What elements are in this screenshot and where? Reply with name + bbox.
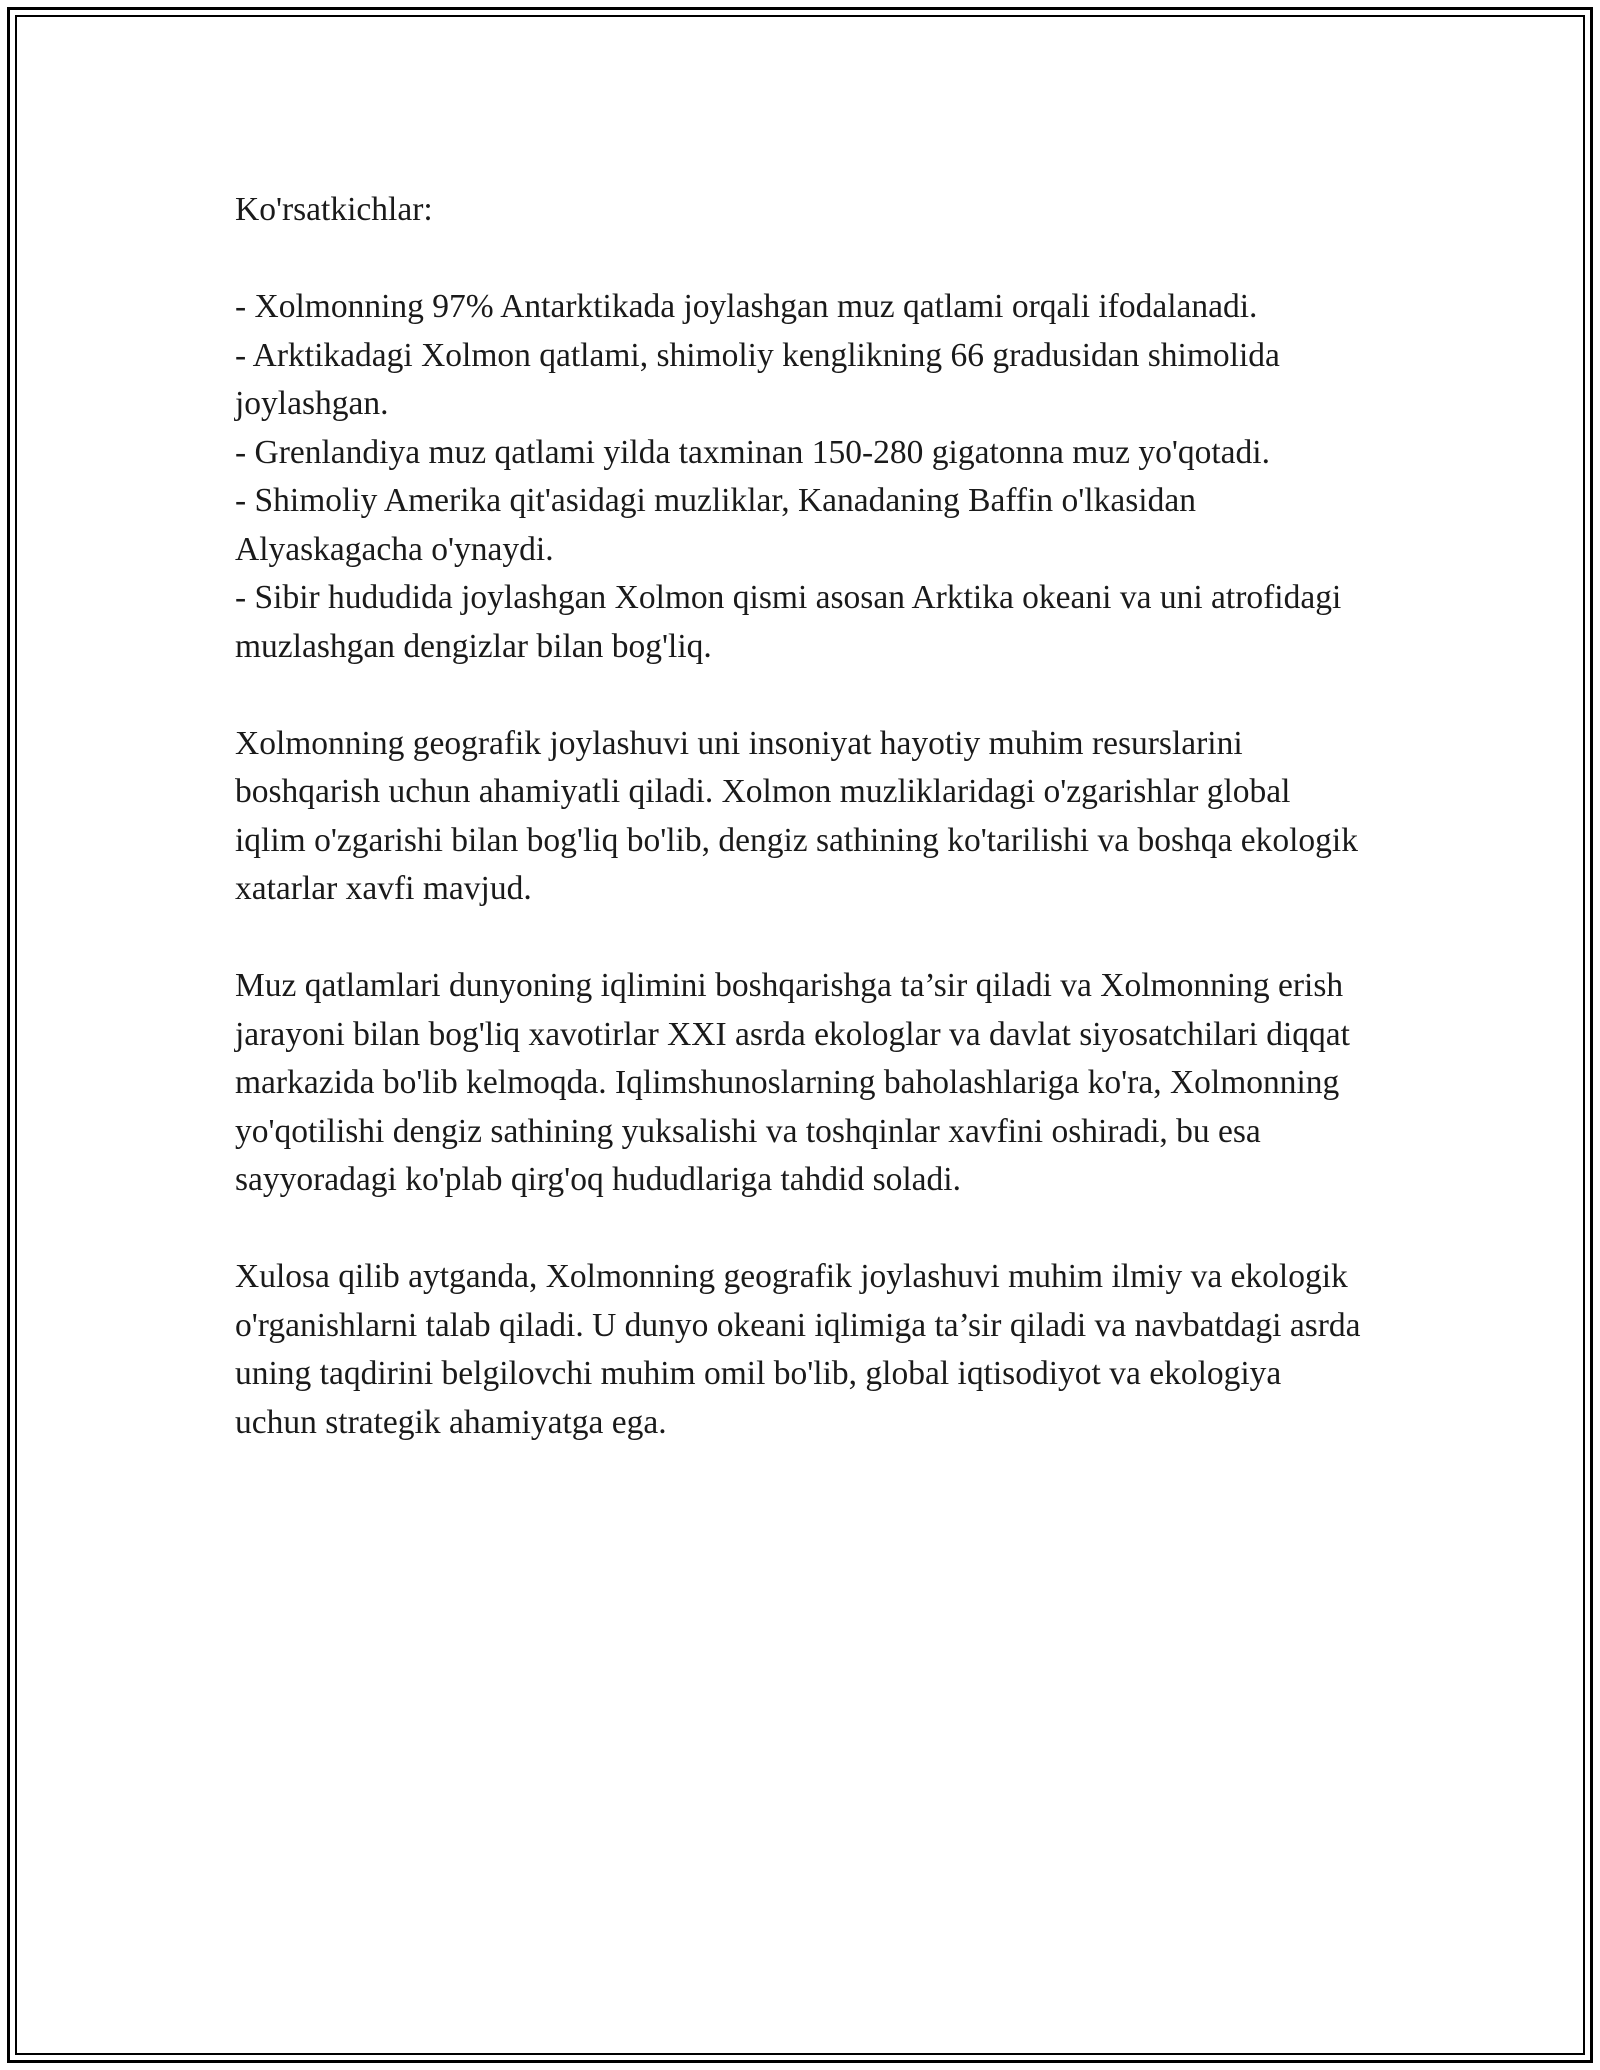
section-heading: Ko'rsatkichlar:	[235, 191, 433, 228]
indicator-list	[235, 283, 1365, 671]
list-item: - Shimoliy Amerika qit'asidagi muzliklar, Kanadaning Baffin o'lkasidan Alyaskagacha o'ynaydi.	[235, 482, 1196, 568]
list-item: - Sibir hududida joylashgan Xolmon qismi asosan Arktika okeani va uni atrofidagi muzlashgan dengizlar bilan bog'liq.	[235, 579, 1342, 665]
paragraph-geography: Xolmonning geografik joylashuvi uni insoniyat hayotiy muhim resurslarini boshqarish uchun ahamiyatli qiladi. Xolmon muzliklaridagi o'zgarishlar global iqlim o'zgarishi bilan bog'liq bo'lib, dengiz sathining ko'tarilishi va boshqa ekologik xatarlar xavfi mavjud.	[235, 724, 1358, 907]
paragraph-ice-sheets: Muz qatlamlari dunyoning iqlimini boshqarishga ta’sir qiladi va Xolmonning erish jarayoni bilan bog'liq xavotirlar XXI asrda ekologlar va davlat siyosatchilari diqqat markazida bo'lib kelmoqda. Iqlimshunoslarning baholashlariga ko'ra, Xolmonning yo'qotilishi dengiz sathining yuksalishi va toshqinlar xavfini oshiradi, bu esa sayyoradagi ko'plab qirg'oq hududlariga tahdid soladi.	[235, 967, 1350, 1198]
list-item: - Arktikadagi Xolmon qatlami, shimoliy kenglikning 66 gradusidan shimolida joylashgan.	[235, 336, 1280, 422]
document-body	[235, 186, 1365, 1496]
paragraph-conclusion: Xulosa qilib aytganda, Xolmonning geografik joylashuvi muhim ilmiy va ekologik o'rganishlarni talab qiladi. U dunyo okeani iqlimiga ta’sir qiladi va navbatdagi asrda uning taqdirini belgilovchi muhim omil bo'lib, global iqtisodiyot va ekologiya uchun strategik ahamiyatga ega.	[235, 1258, 1361, 1441]
list-item: - Xolmonning 97% Antarktikada joylashgan muz qatlami orqali ifodalanadi.	[235, 288, 1258, 325]
list-item: - Grenlandiya muz qatlami yilda taxminan 150-280 gigatonna muz yo'qotadi.	[235, 433, 1270, 471]
